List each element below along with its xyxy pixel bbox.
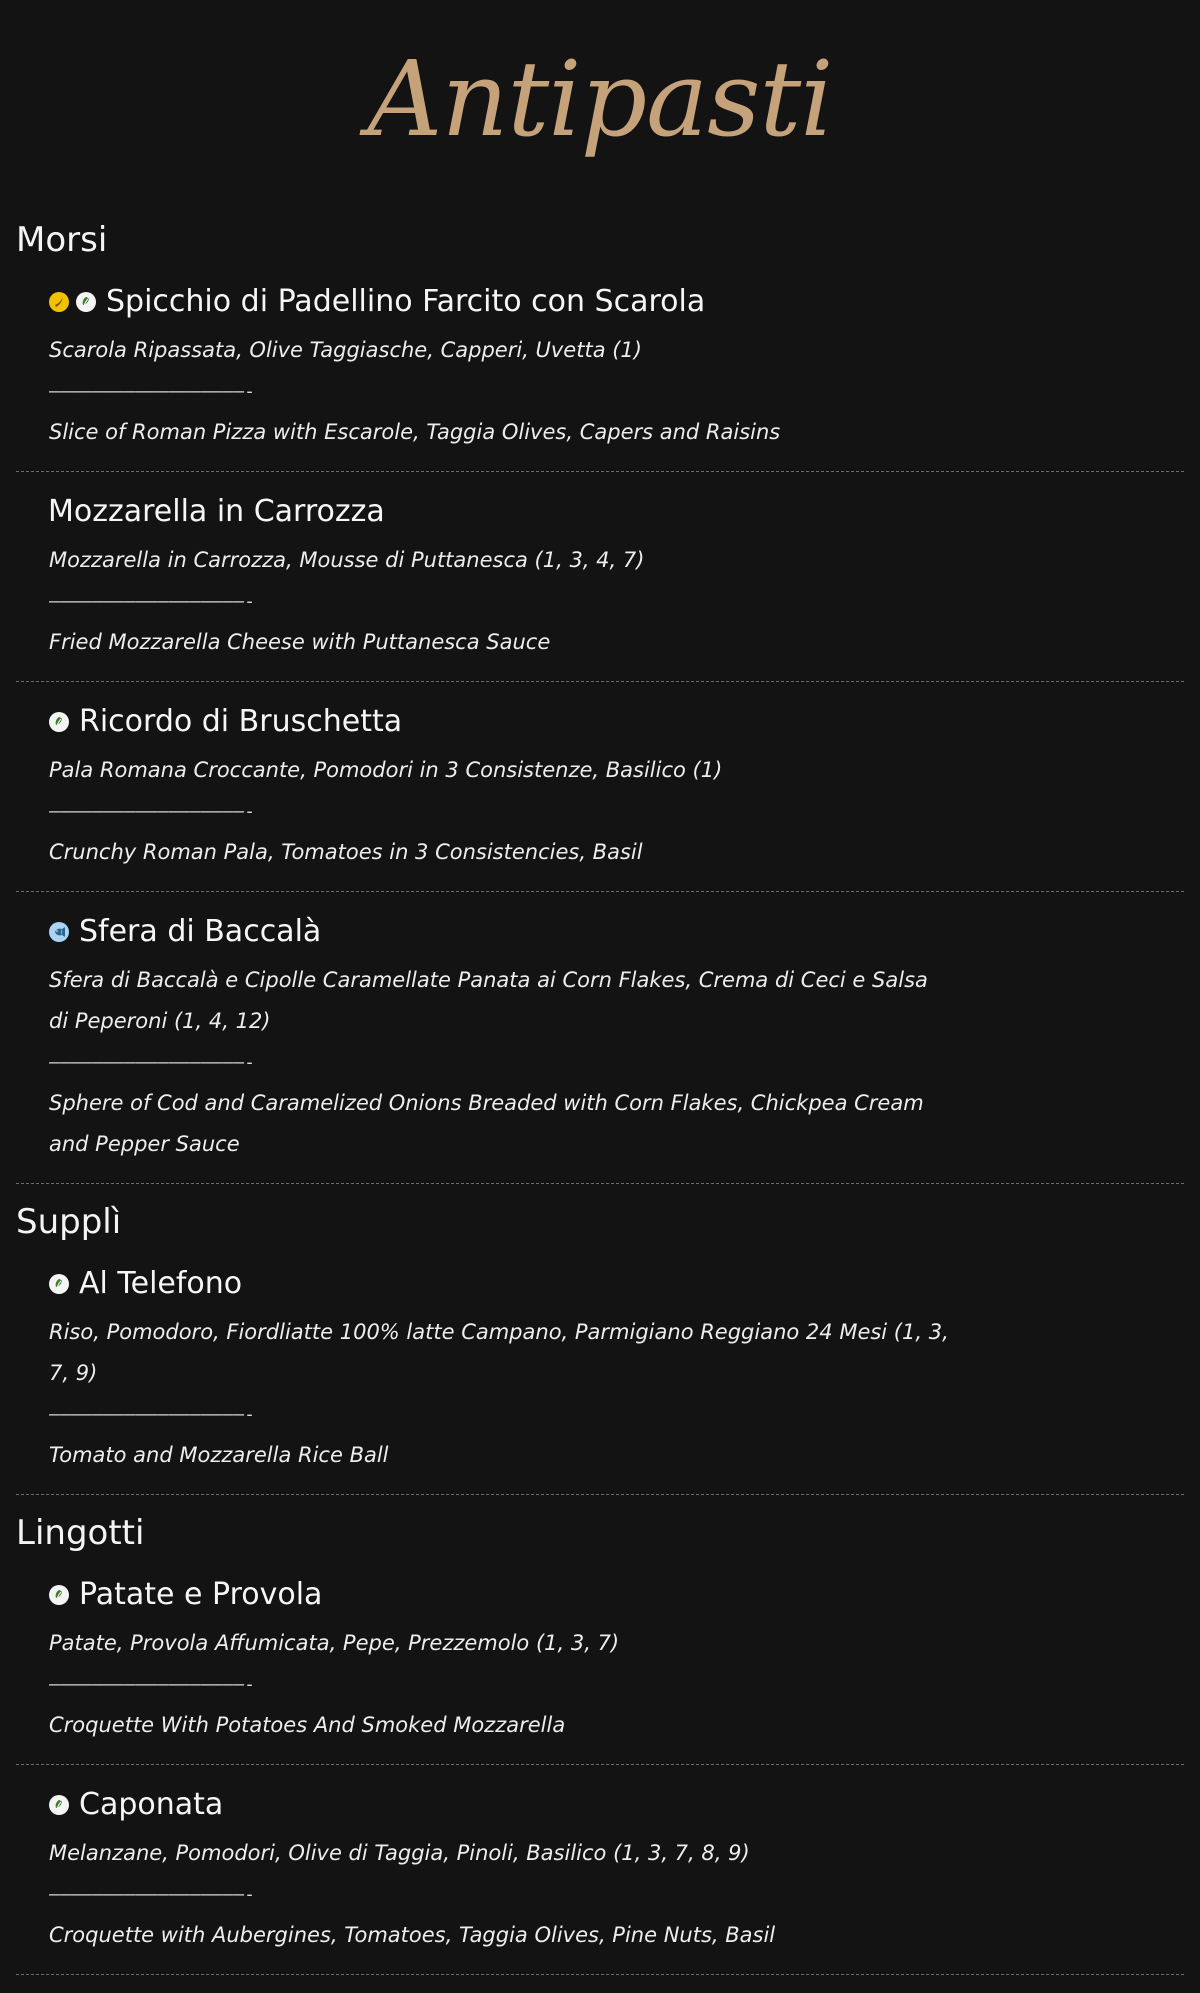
menu-item — [16, 700, 1184, 892]
icon-group — [48, 1584, 70, 1606]
menu-item — [16, 1783, 1184, 1975]
menu-item-body — [16, 330, 949, 453]
description-italian: Melanzane, Pomodori, Olive di Taggia, Pinoli, Basilico (1, 3, 7, 8, 9) — [49, 1841, 750, 1865]
description-english: Sphere of Cod and Caramelized Onions Breaded with Corn Flakes, Chickpea Cream and Pepper Sauce — [49, 1091, 924, 1156]
menu-item-name: Patate e Provola — [79, 1577, 323, 1612]
description-italian: Mozzarella in Carrozza, Mousse di Puttanesca (1, 3, 4, 7) — [49, 548, 645, 572]
description-italian: Patate, Provola Affumicata, Pepe, Prezzemolo (1, 3, 7) — [49, 1631, 620, 1655]
description-italian: Scarola Ripassata, Olive Taggiasche, Capperi, Uvetta (1) — [49, 338, 642, 362]
menu-item-body — [16, 1623, 949, 1746]
description-english: Crunchy Roman Pala, Tomatoes in 3 Consistencies, Basil — [49, 840, 643, 864]
menu-item-header — [16, 490, 1184, 534]
description-english: Fried Mozzarella Cheese with Puttanesca Sauce — [49, 630, 551, 654]
fish-icon — [48, 921, 70, 943]
description-italian: Pala Romana Croccante, Pomodori in 3 Consistenze, Basilico (1) — [49, 758, 723, 782]
menu-item — [16, 910, 1184, 1184]
menu-item-body — [16, 960, 949, 1165]
description-english: Tomato and Mozzarella Rice Ball — [49, 1443, 389, 1467]
icon-group — [48, 291, 97, 313]
section-lingotti — [16, 1513, 1184, 1975]
description-english: Croquette With Potatoes And Smoked Mozzarella — [49, 1713, 566, 1737]
section-title: Lingotti — [16, 1513, 145, 1553]
menu-item-name: Ricordo di Bruschetta — [79, 704, 403, 739]
section-title: Morsi — [16, 220, 108, 260]
separator-line: ——————————————————- — [49, 801, 255, 822]
description-italian: Sfera di Baccalà e Cipolle Caramellate Panata ai Corn Flakes, Crema di Ceci e Salsa di Peperoni (1, 4, 12) — [49, 968, 928, 1033]
menu-item-header — [16, 280, 1184, 324]
menu-item — [16, 1573, 1184, 1765]
menu-item-header — [16, 1262, 1184, 1306]
section-title: Supplì — [16, 1202, 122, 1242]
menu-item-name: Mozzarella in Carrozza — [48, 494, 385, 529]
vegetarian-icon — [75, 291, 97, 313]
menu-item-header — [16, 700, 1184, 744]
icon-group — [48, 921, 70, 943]
vegetarian-icon — [48, 1794, 70, 1816]
vegetarian-icon — [48, 711, 70, 733]
icon-group — [48, 1273, 70, 1295]
separator-line: ——————————————————- — [49, 381, 255, 402]
menu-item-body — [16, 1312, 949, 1476]
separator-line: ——————————————————- — [49, 1404, 255, 1425]
menu-item-body — [16, 540, 949, 663]
section-suppli — [16, 1202, 1184, 1495]
separator-line: ——————————————————- — [49, 1052, 255, 1073]
menu-item-name: Al Telefono — [79, 1266, 243, 1301]
icon-group — [48, 711, 70, 733]
vegetarian-icon — [48, 1273, 70, 1295]
vegetarian-icon — [48, 1584, 70, 1606]
separator-line: ——————————————————- — [49, 1674, 255, 1695]
description-english: Croquette with Aubergines, Tomatoes, Taggia Olives, Pine Nuts, Basil — [49, 1923, 776, 1947]
menu-item-body — [16, 1833, 949, 1956]
menu-item-header — [16, 910, 1184, 954]
menu-item-name: Caponata — [79, 1787, 224, 1822]
separator-line: ——————————————————- — [49, 591, 255, 612]
menu-item-header — [16, 1573, 1184, 1617]
menu-item-name: Spicchio di Padellino Farcito con Scarola — [106, 284, 706, 319]
menu-item — [16, 1262, 1184, 1495]
menu-item-name: Sfera di Baccalà — [79, 914, 322, 949]
description-english: Slice of Roman Pizza with Escarole, Taggia Olives, Capers and Raisins — [49, 420, 781, 444]
separator-line: ——————————————————- — [49, 1884, 255, 1905]
description-italian: Riso, Pomodoro, Fiordliatte 100% latte Campano, Parmigiano Reggiano 24 Mesi (1, 3, 7, 9) — [49, 1320, 949, 1385]
menu-item-body — [16, 750, 949, 873]
page-title: Antipasti — [367, 38, 833, 160]
menu-item-header — [16, 1783, 1184, 1827]
menu-item — [16, 280, 1184, 472]
spicy-icon — [48, 291, 70, 313]
menu-item — [16, 490, 1184, 682]
section-morsi — [16, 220, 1184, 1184]
menu-content — [16, 220, 1184, 1993]
icon-group — [48, 1794, 70, 1816]
